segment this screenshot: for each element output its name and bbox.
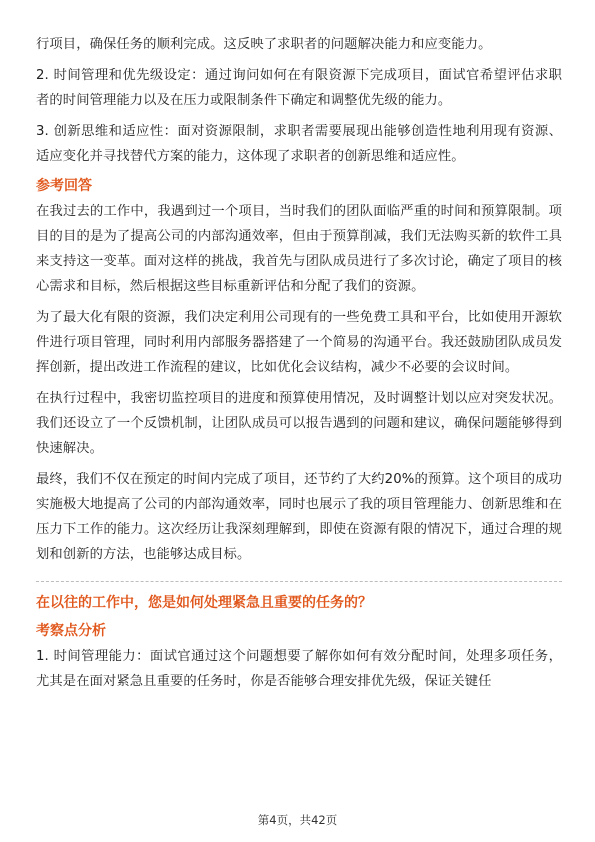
page-footer: 第4页，共42页 bbox=[257, 813, 338, 827]
page-content bbox=[36, 32, 562, 700]
body-paragraph: 2. 时间管理和优先级设定：通过询问如何在有限资源下完成项目，面试官希望评估求职者的时间管理能力以及在压力或限制条件下确定和调整优先级的能力。 bbox=[36, 68, 562, 108]
body-paragraph: 行项目，确保任务的顺利完成。这反映了求职者的问题解决能力和应变能力。 bbox=[36, 37, 492, 52]
answer-heading: 参考回答 bbox=[36, 178, 92, 194]
section-divider bbox=[36, 581, 562, 582]
analysis-paragraph: 1. 时间管理能力：面试官通过这个问题想要了解你如何有效分配时间，处理多项任务，尤其是在面对紧急且重要的任务时，你是否能够合理安排优先级，保证关键任 bbox=[36, 649, 562, 689]
body-paragraph: 3. 创新思维和适应性：面对资源限制，求职者需要展现出能够创造性地利用现有资源、适应变化并寻找替代方案的能力，这体现了求职者的创新思维和适应性。 bbox=[36, 124, 562, 164]
answer-paragraph: 在我过去的工作中，我遇到过一个项目，当时我们的团队面临严重的时间和预算限制。项目的目的是为了提高公司的内部沟通效率，但由于预算削减，我们无法购买新的软件工具来支持这一变革。面对这样的挑战，我首先与团队成员进行了多次讨论，确定了项目的核心需求和目标，然后根据这些目标重新评估和分配了我们的资源。 bbox=[36, 204, 562, 294]
answer-paragraph: 在执行过程中，我密切监控项目的进度和预算使用情况，及时调整计划以应对突发状况。我们还设立了一个反馈机制，让团队成员可以报告遇到的问题和建议，确保问题能够得到快速解决。 bbox=[36, 391, 562, 456]
answer-paragraph: 为了最大化有限的资源，我们决定利用公司现有的一些免费工具和平台，比如使用开源软件进行项目管理，同时利用内部服务器搭建了一个简易的沟通平台。我还鼓励团队成员发挥创新，提出改进工作流程的建议，比如优化会议结构，减少不必要的会议时间。 bbox=[36, 310, 562, 375]
question-title: 在以往的工作中，您是如何处理紧急且重要的任务的？ bbox=[36, 595, 372, 611]
analysis-heading: 考察点分析 bbox=[36, 623, 106, 639]
answer-paragraph: 最终，我们不仅在预定的时间内完成了项目，还节约了大约20%的预算。这个项目的成功实施极大地提高了公司的内部沟通效率，同时也展示了我的项目管理能力、创新思维和在压力下工作的能力。这次经历让我深刻理解到，即使在资源有限的情况下，通过合理的规划和创新的方法，也能够达成目标。 bbox=[36, 472, 562, 562]
